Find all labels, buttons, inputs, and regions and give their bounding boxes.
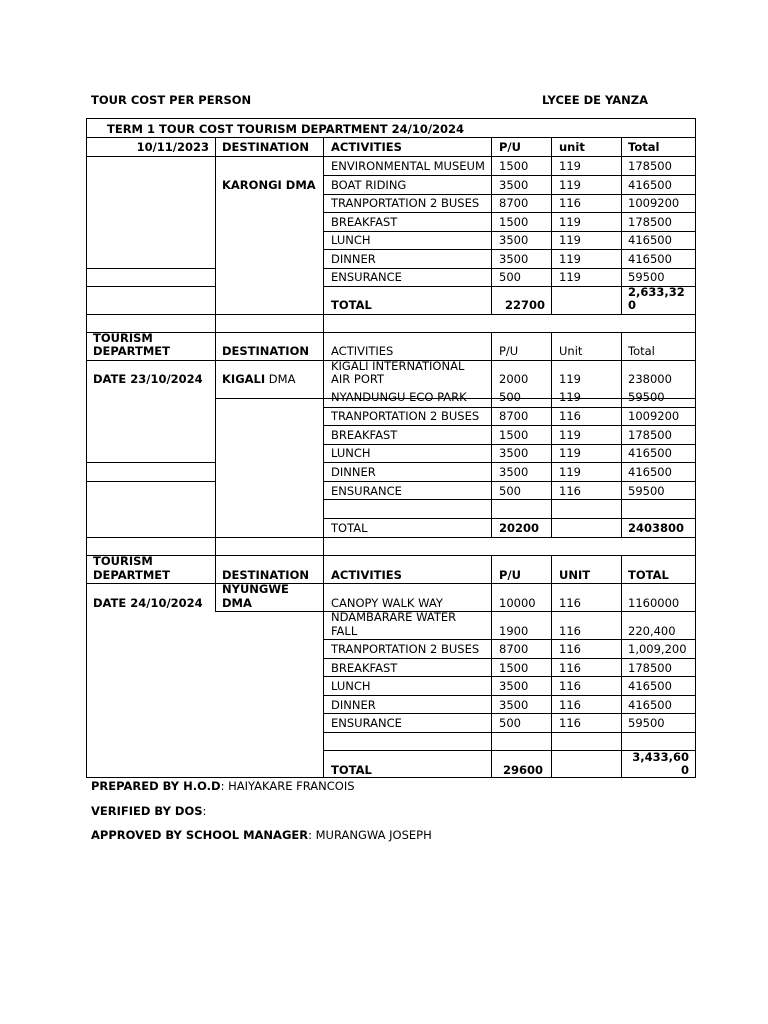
verified-by-value: : — [202, 804, 207, 818]
activity-cell: BREAKFAST — [331, 215, 398, 229]
row-line — [86, 481, 215, 482]
activities-header: ACTIVITIES — [331, 140, 402, 154]
row-line — [86, 286, 215, 287]
row-line — [86, 314, 696, 315]
unit-cell: 116 — [559, 409, 581, 423]
pu-cell: 3500 — [499, 252, 529, 266]
activity-cell: DINNER — [331, 465, 376, 479]
row-line — [86, 583, 696, 584]
total-cell: 220,400 — [628, 624, 676, 638]
pu-cell: 1900 — [499, 624, 529, 638]
prepared-by-value: : HAIYAKARE FRANCOIS — [220, 779, 355, 793]
activity-cell: FALL — [331, 624, 358, 638]
row-line — [323, 249, 696, 250]
pu-cell: 3500 — [499, 446, 529, 460]
total-cell: 59500 — [628, 390, 665, 404]
grand-total: 3,433,60 — [632, 750, 689, 764]
grand-total: 0 — [680, 763, 689, 777]
unit-cell: 119 — [559, 390, 581, 404]
col-line — [551, 137, 552, 314]
row-line — [323, 175, 696, 176]
total-header: Total — [628, 344, 655, 358]
destination-header: DESTINATION — [222, 344, 309, 358]
prepared-by — [91, 779, 355, 793]
document-title: TOUR COST PER PERSON — [91, 93, 252, 107]
col-line — [323, 137, 324, 778]
total-pu: 29600 — [502, 763, 543, 777]
unit-cell: 119 — [559, 215, 581, 229]
row-line — [323, 695, 696, 696]
total-cell: 1160000 — [628, 596, 680, 610]
prepared-by-label: PREPARED BY H.O.D — [91, 779, 221, 793]
unit-cell: 119 — [559, 446, 581, 460]
total-cell: 238000 — [628, 372, 672, 386]
row-line — [323, 518, 696, 519]
row-line — [323, 639, 696, 640]
unit-cell: 119 — [559, 428, 581, 442]
row-line — [323, 481, 696, 482]
total-label: TOTAL — [331, 298, 372, 312]
row-line — [215, 398, 323, 399]
activity-cell: TRANPORTATION 2 BUSES — [331, 196, 480, 210]
activities-header: ACTIVITIES — [331, 344, 394, 358]
row-line — [323, 407, 696, 408]
col-line — [215, 314, 216, 332]
approved-by-label: APPROVED BY SCHOOL MANAGER — [91, 828, 309, 842]
unit-cell: 119 — [559, 252, 581, 266]
total-cell: 416500 — [628, 465, 672, 479]
total-pu: 20200 — [499, 521, 540, 535]
row-line — [86, 462, 215, 463]
activity-cell: DINNER — [331, 252, 376, 266]
grand-total: 2403800 — [628, 521, 685, 535]
total-label: TOTAL — [331, 521, 368, 535]
row-line — [323, 444, 696, 445]
unit-cell: 116 — [559, 624, 581, 638]
activity-cell: AIR PORT — [331, 372, 385, 386]
unit-cell: 116 — [559, 196, 581, 210]
approved-by-value: : MURANGWA JOSEPH — [308, 828, 432, 842]
section3-date: DATE 24/10/2024 — [93, 596, 203, 610]
activity-cell: LUNCH — [331, 233, 371, 247]
pu-header: P/U — [499, 344, 519, 358]
activity-cell: CANOPY WALK WAY — [331, 596, 443, 610]
total-cell: 416500 — [628, 698, 672, 712]
department-label: DEPARTMET — [93, 344, 171, 358]
col-line — [551, 332, 552, 537]
section2-date: DATE 23/10/2024 — [93, 372, 203, 386]
department-label: DEPARTMET — [93, 568, 171, 582]
unit-cell: 119 — [559, 233, 581, 247]
activity-cell: LUNCH — [331, 446, 371, 460]
row-line — [323, 713, 696, 714]
unit-cell: 119 — [559, 270, 581, 284]
activity-cell: BREAKFAST — [331, 661, 398, 675]
pu-header: P/U — [499, 568, 521, 582]
pu-cell: 3500 — [499, 679, 529, 693]
row-line — [86, 156, 696, 157]
section2-destination: KIGALI DMA — [222, 372, 296, 386]
row-line — [323, 676, 696, 677]
unit-cell: 116 — [559, 661, 581, 675]
activity-cell: BOAT RIDING — [331, 178, 407, 192]
total-cell: 1009200 — [628, 196, 680, 210]
total-cell: 416500 — [628, 446, 672, 460]
verified-by-label: VERIFIED BY DOS — [91, 804, 203, 818]
verified-by — [91, 804, 206, 818]
row-line — [86, 537, 696, 538]
total-cell: 416500 — [628, 252, 672, 266]
total-cell: 178500 — [628, 428, 672, 442]
destination-header: DESTINATION — [222, 568, 309, 582]
row-line — [323, 732, 696, 733]
activity-cell: TRANPORTATION 2 BUSES — [331, 409, 480, 423]
pu-cell: 1500 — [499, 661, 529, 675]
unit-cell: 116 — [559, 679, 581, 693]
total-header: Total — [628, 140, 660, 154]
pu-cell: 3500 — [499, 465, 529, 479]
activity-cell: DINNER — [331, 698, 376, 712]
pu-cell: 10000 — [499, 596, 536, 610]
total-cell: 416500 — [628, 679, 672, 693]
grand-total: 0 — [628, 298, 637, 312]
section1-date: 10/11/2023 — [136, 140, 209, 154]
destination-header: DESTINATION — [222, 140, 309, 154]
activity-cell: TRANPORTATION 2 BUSES — [331, 642, 480, 656]
pu-cell: 1500 — [499, 215, 529, 229]
row-line — [323, 658, 696, 659]
unit-cell: 116 — [559, 596, 581, 610]
row-line — [323, 462, 696, 463]
pu-cell: 8700 — [499, 642, 529, 656]
col-line — [491, 555, 492, 778]
activity-cell: NYANDUNGU ECO PARK — [331, 390, 467, 404]
total-cell: 178500 — [628, 661, 672, 675]
col-line — [621, 137, 622, 314]
unit-header: unit — [559, 140, 585, 154]
unit-header: Unit — [559, 344, 583, 358]
unit-cell: 119 — [559, 178, 581, 192]
row-line — [86, 268, 215, 269]
total-cell: 416500 — [628, 178, 672, 192]
pu-cell: 1500 — [499, 428, 529, 442]
department-label: TOURISM — [93, 554, 153, 568]
row-line — [323, 194, 696, 195]
activity-cell: ENVIRONMENTAL MUSEUM — [331, 159, 485, 173]
pu-cell: 500 — [499, 390, 521, 404]
pu-cell: 2000 — [499, 372, 529, 386]
col-line — [491, 137, 492, 314]
total-cell: 178500 — [628, 159, 672, 173]
col-line — [621, 332, 622, 537]
term-title: TERM 1 TOUR COST TOURISM DEPARTMENT 24/10/2024 — [107, 122, 465, 136]
unit-cell: 119 — [559, 465, 581, 479]
pu-cell: 500 — [499, 716, 521, 730]
col-line — [215, 137, 216, 314]
col-line — [215, 332, 216, 611]
activity-cell: KIGALI INTERNATIONAL — [331, 359, 465, 373]
total-cell: 416500 — [628, 233, 672, 247]
activity-cell: ENSURANCE — [331, 716, 402, 730]
section3-destination: DMA — [222, 596, 252, 610]
unit-cell: 116 — [559, 484, 581, 498]
activity-cell: BREAKFAST — [331, 428, 398, 442]
row-line — [215, 611, 323, 612]
unit-cell: 116 — [559, 716, 581, 730]
activities-header: ACTIVITIES — [331, 568, 402, 582]
pu-cell: 3500 — [499, 698, 529, 712]
pu-cell: 8700 — [499, 196, 529, 210]
unit-cell: 116 — [559, 698, 581, 712]
row-line — [323, 425, 696, 426]
total-cell: 1009200 — [628, 409, 680, 423]
section1-destination: KARONGI DMA — [222, 178, 316, 192]
pu-cell: 3500 — [499, 178, 529, 192]
unit-cell: 119 — [559, 372, 581, 386]
row-line — [323, 499, 696, 500]
activity-cell: NDAMBARARE WATER — [331, 610, 457, 624]
col-line — [621, 555, 622, 778]
department-label: TOURISM — [93, 331, 153, 345]
section3-destination: NYUNGWE — [222, 582, 289, 596]
pu-cell: 8700 — [499, 409, 529, 423]
pu-cell: 1500 — [499, 159, 529, 173]
pu-cell: 500 — [499, 270, 521, 284]
pu-cell: 500 — [499, 484, 521, 498]
pu-cell: 3500 — [499, 233, 529, 247]
total-cell: 59500 — [628, 484, 665, 498]
school-name: LYCEE DE YANZA — [542, 93, 649, 107]
row-line — [86, 332, 696, 333]
unit-header: UNIT — [559, 568, 591, 582]
total-label: TOTAL — [331, 763, 372, 777]
row-line — [323, 212, 696, 213]
total-pu: 22700 — [504, 298, 545, 312]
row-line — [86, 555, 696, 556]
approved-by — [91, 828, 432, 842]
total-cell: 178500 — [628, 215, 672, 229]
row-line — [323, 268, 696, 269]
col-line — [491, 332, 492, 537]
row-line — [323, 231, 696, 232]
total-cell: 1,009,200 — [628, 642, 687, 656]
activity-cell: ENSURANCE — [331, 484, 402, 498]
activity-cell: LUNCH — [331, 679, 371, 693]
total-cell: 59500 — [628, 716, 665, 730]
col-line — [551, 555, 552, 778]
pu-header: P/U — [499, 140, 521, 154]
row-line — [86, 137, 696, 138]
total-header: TOTAL — [628, 568, 669, 582]
tour-cost-table — [86, 119, 696, 779]
unit-cell: 119 — [559, 159, 581, 173]
grand-total: 2,633,32 — [628, 285, 685, 299]
total-cell: 59500 — [628, 270, 665, 284]
unit-cell: 116 — [559, 642, 581, 656]
activity-cell: ENSURANCE — [331, 270, 402, 284]
